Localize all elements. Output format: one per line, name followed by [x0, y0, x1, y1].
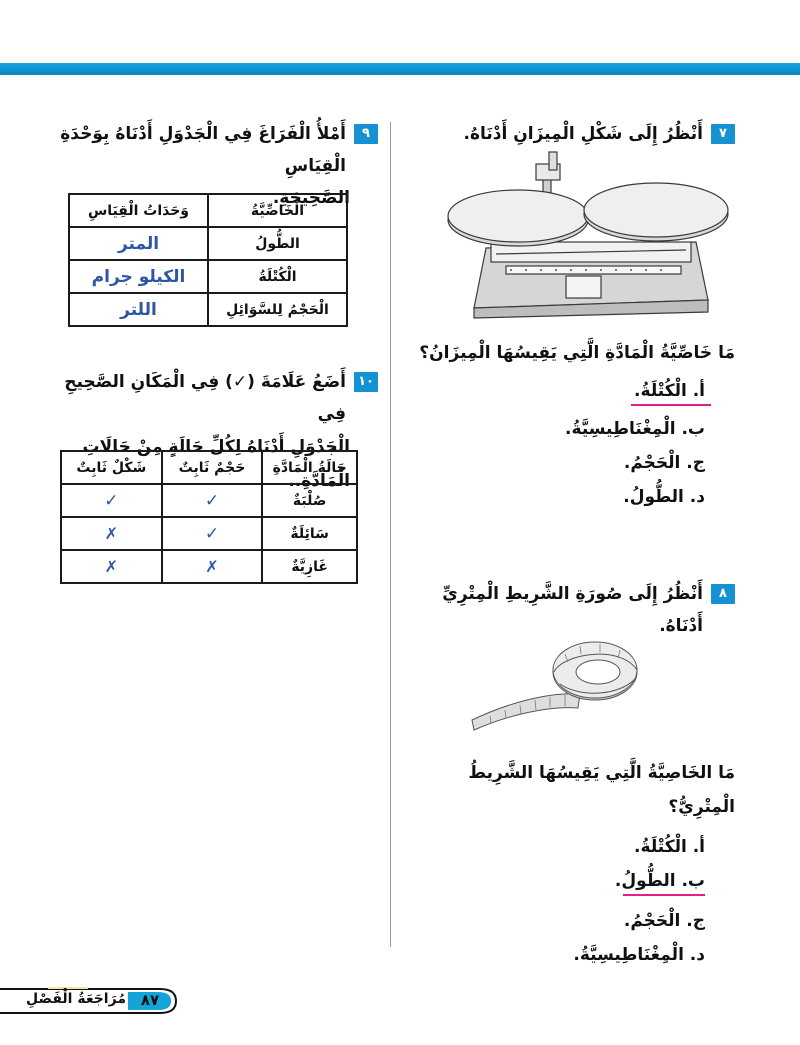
question-number-badge: ٩	[354, 124, 378, 144]
question-prompt: أَنْظُرُ إِلَى شَكْلِ الْمِيزَانِ أَدْنَاهُ.	[463, 124, 703, 144]
cross-mark-icon[interactable]: ✗	[61, 517, 162, 550]
header-fixed-shape: شَكْلٌ ثَابِتٌ	[61, 451, 162, 484]
header-fixed-volume: حَجْمٌ ثَابِتٌ	[162, 451, 263, 484]
question-prompt-line1: أَضَعُ عَلَامَةَ (✓) فِي الْمَكَانِ الصَّحِيحِ فِي	[64, 372, 346, 424]
check-mark-icon[interactable]: ✓	[162, 484, 263, 517]
property-cell: الْكُتْلَةُ	[208, 260, 347, 293]
option-d[interactable]: د. الْمِغْنَاطِيسِيَّةُ.	[573, 945, 705, 965]
option-b[interactable]: ب. الْمِغْنَاطِيسِيَّةُ.	[565, 419, 705, 439]
cross-mark-icon[interactable]: ✗	[162, 550, 263, 583]
state-cell: غَازِيَّةٌ	[262, 550, 357, 583]
column-divider	[390, 122, 391, 947]
header-state: حَالَةُ الْمَادَّةِ	[262, 451, 357, 484]
measuring-tape-icon	[470, 632, 650, 732]
table-row	[69, 293, 347, 326]
table-row	[69, 260, 347, 293]
question-7-body	[405, 336, 735, 514]
question-prompt-line1: أَمْلأُ الْفَرَاغَ فِي الْجَدْوَلِ أَدْنَاهُ بِوَحْدَةِ الْقِيَاسِ	[60, 124, 346, 176]
property-cell: الْحَجْمُ لِلسَّوَائِلِ	[208, 293, 347, 326]
option-c[interactable]: ج. الْحَجْمُ.	[623, 453, 705, 473]
question-text: مَا خَاصِّيَّةُ الْمَادَّةِ الَّتِي يَقِيسُهَا الْمِيزَانُ؟	[419, 343, 735, 363]
table-row	[61, 484, 357, 517]
option-c[interactable]: ج. الْحَجْمُ.	[623, 911, 705, 931]
top-blue-bar	[0, 63, 800, 75]
header-property: الْخَاصِّيَّةُ	[208, 194, 347, 227]
question-prompt: أَنْظُرُ إِلَى صُورَةِ الشَّرِيطِ الْمِتْرِيِّ أَدْنَاهُ.	[442, 584, 703, 636]
unit-answer-cell[interactable]: اللتر	[69, 293, 208, 326]
option-a[interactable]: أ. الْكُتْلَةُ.	[634, 837, 705, 857]
question-text: مَا الخَاصِيَّةُ الَّتِي يَقِيسُهَا الشَّرِيطُ الْمِتْرِيُّ؟	[468, 763, 735, 817]
header-units: وَحَدَاتُ الْقِيَاسِ	[69, 194, 208, 227]
question-prompt-line2: الصَّحِيحَةِ.	[272, 188, 350, 208]
question-number-badge: ١٠	[354, 372, 378, 392]
page-footer	[0, 987, 190, 1015]
question-number-badge: ٨	[711, 584, 735, 604]
states-table	[60, 450, 358, 584]
question-number-badge: ٧	[711, 124, 735, 144]
page-number: ٨٧	[140, 991, 160, 1009]
check-mark-icon[interactable]: ✓	[61, 484, 162, 517]
units-table	[68, 193, 348, 327]
correct-answer-underline	[623, 894, 705, 896]
property-cell: الطُّولُ	[208, 227, 347, 260]
option-a[interactable]: أ. الْكُتْلَةُ.	[405, 374, 705, 412]
table-header-row	[61, 451, 357, 484]
question-7	[405, 118, 735, 150]
check-mark-icon[interactable]: ✓	[162, 517, 263, 550]
state-cell: صُلْبَةٌ	[262, 484, 357, 517]
option-b[interactable]: ب. الطُّولُ.	[405, 864, 705, 904]
unit-answer-cell[interactable]: الكيلو جرام	[69, 260, 208, 293]
correct-answer-underline	[631, 404, 711, 406]
question-prompt-line2: الْجَدْوَلِ أَدْنَاهُ لِكُلِّ حَالَةٍ مِنْ حَالَاتِ الْمَادَّةِ..	[82, 437, 350, 491]
unit-answer-cell[interactable]: المتر	[69, 227, 208, 260]
section-title: مُرَاجَعَةُ الْفَصْلِ	[26, 991, 126, 1007]
option-d[interactable]: د. الطُّولُ.	[623, 487, 705, 507]
cross-mark-icon[interactable]: ✗	[61, 550, 162, 583]
table-header-row	[69, 194, 347, 227]
balance-scale-icon	[446, 150, 731, 320]
table-row	[61, 550, 357, 583]
table-row	[69, 227, 347, 260]
state-cell: سَائِلَةٌ	[262, 517, 357, 550]
question-8-body	[405, 756, 735, 972]
table-row	[61, 517, 357, 550]
